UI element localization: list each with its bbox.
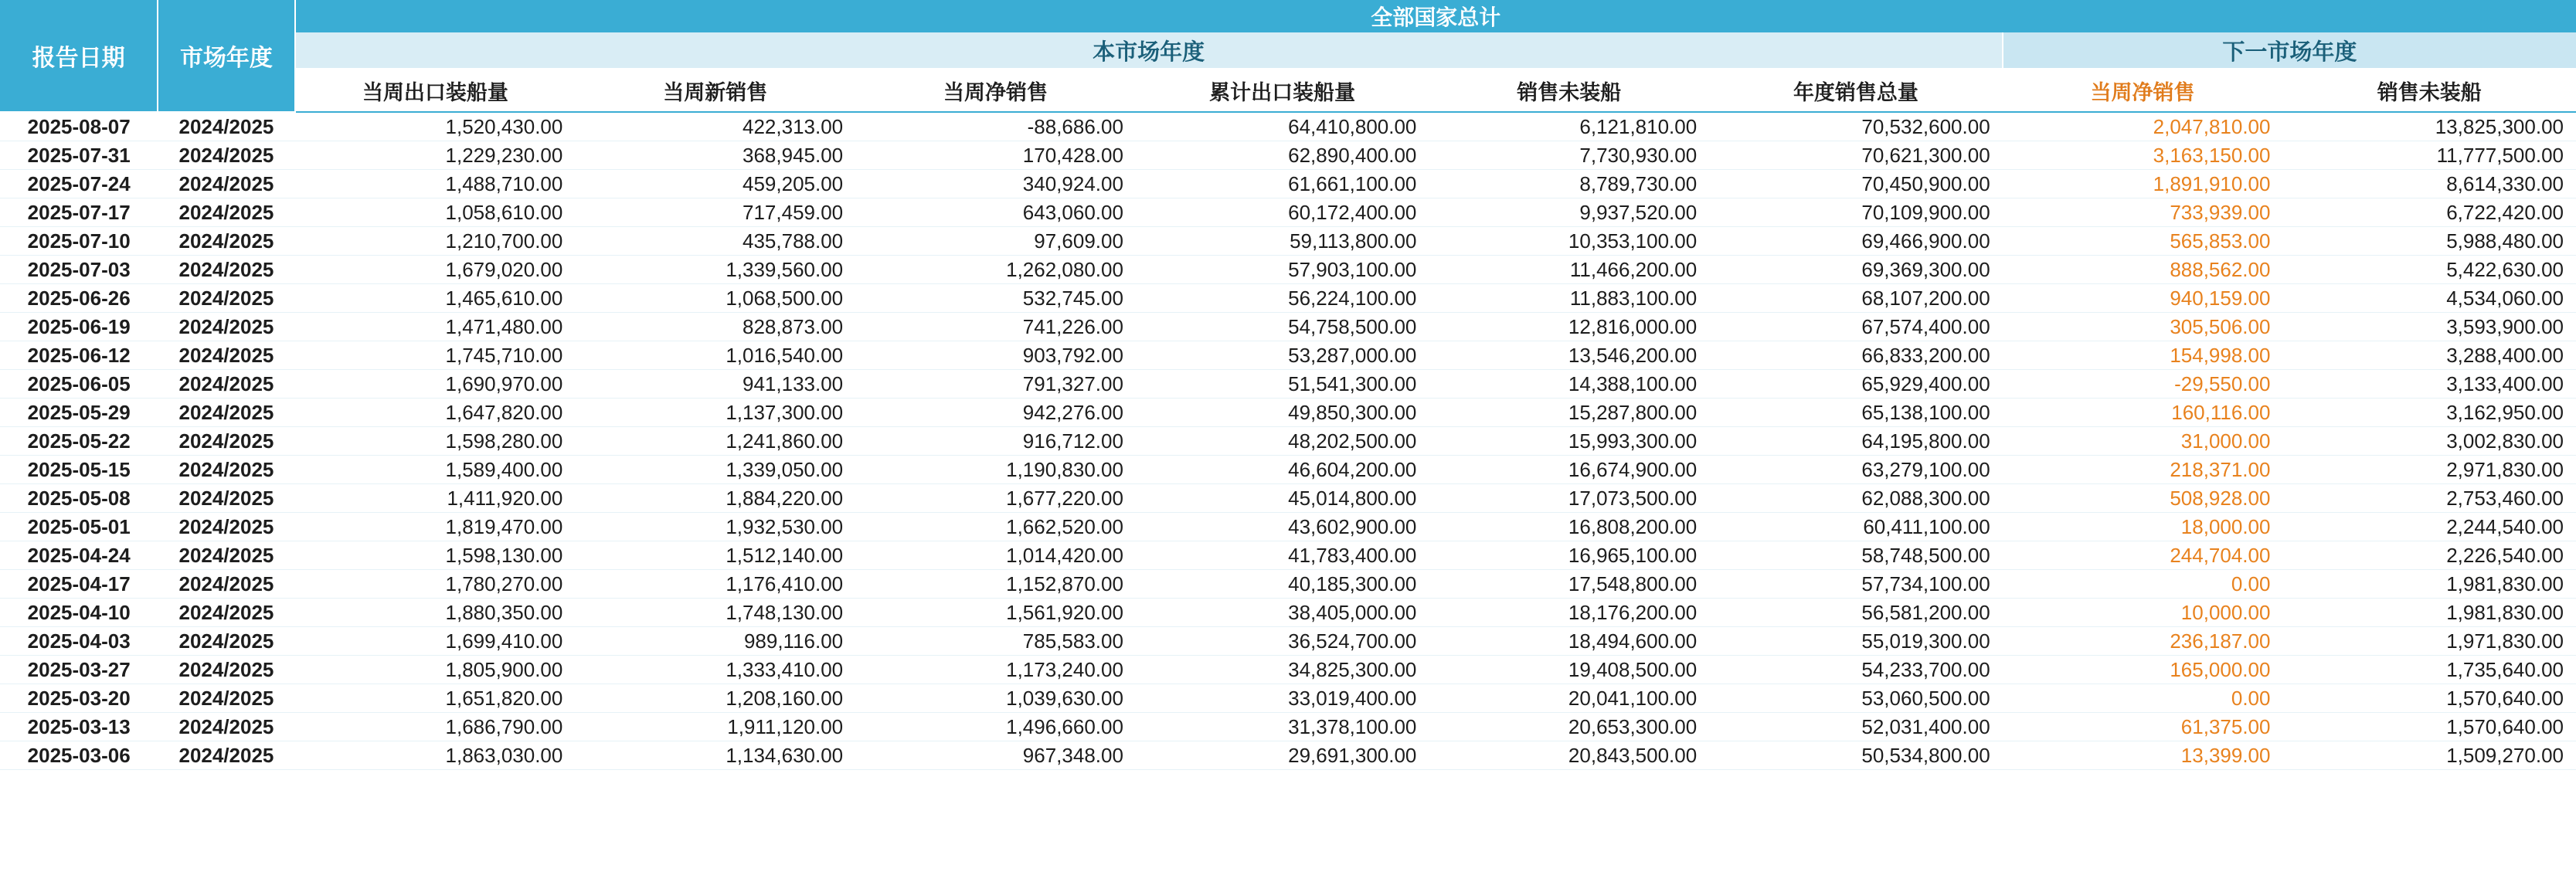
cell-next-weekly-net-sales: 0.00	[2003, 684, 2283, 713]
cell-report-date: 2025-04-17	[0, 570, 158, 599]
cell-weekly-net-sales: 1,014,420.00	[855, 541, 1136, 570]
cell-next-weekly-net-sales: 1,891,910.00	[2003, 170, 2283, 198]
table-body	[0, 112, 2576, 770]
cell-weekly-exports: 1,411,920.00	[295, 484, 576, 513]
cell-weekly-net-sales: 643,060.00	[855, 198, 1136, 227]
cell-weekly-gross-sales: 717,459.00	[575, 198, 855, 227]
cell-total-commitment: 70,109,900.00	[1709, 198, 2002, 227]
cell-report-date: 2025-03-20	[0, 684, 158, 713]
cell-accumulated-exports: 48,202,500.00	[1136, 427, 1429, 456]
cell-weekly-net-sales: 1,190,830.00	[855, 456, 1136, 484]
table-row	[0, 427, 2576, 456]
cell-market-year: 2024/2025	[158, 313, 294, 341]
cell-weekly-exports: 1,880,350.00	[295, 599, 576, 627]
cell-weekly-gross-sales: 1,884,220.00	[575, 484, 855, 513]
cell-market-year: 2024/2025	[158, 599, 294, 627]
cell-outstanding-sales: 20,041,100.00	[1429, 684, 1709, 713]
cell-next-weekly-net-sales: 565,853.00	[2003, 227, 2283, 256]
cell-next-outstanding-sales: 2,226,540.00	[2282, 541, 2576, 570]
cell-outstanding-sales: 15,287,800.00	[1429, 399, 1709, 427]
cell-report-date: 2025-06-05	[0, 370, 158, 399]
cell-market-year: 2024/2025	[158, 341, 294, 370]
cell-next-outstanding-sales: 5,988,480.00	[2282, 227, 2576, 256]
cell-total-commitment: 66,833,200.00	[1709, 341, 2002, 370]
cell-total-commitment: 68,107,200.00	[1709, 284, 2002, 313]
cell-weekly-exports: 1,679,020.00	[295, 256, 576, 284]
cell-weekly-exports: 1,598,280.00	[295, 427, 576, 456]
table-row	[0, 141, 2576, 170]
cell-weekly-net-sales: 170,428.00	[855, 141, 1136, 170]
cell-weekly-exports: 1,805,900.00	[295, 656, 576, 684]
cell-weekly-net-sales: 1,662,520.00	[855, 513, 1136, 541]
group-row	[0, 32, 2576, 69]
cell-weekly-exports: 1,589,400.00	[295, 456, 576, 484]
cell-weekly-gross-sales: 941,133.00	[575, 370, 855, 399]
table-row	[0, 656, 2576, 684]
table-header	[0, 0, 2576, 112]
cell-market-year: 2024/2025	[158, 198, 294, 227]
cell-next-weekly-net-sales: 31,000.00	[2003, 427, 2283, 456]
cell-weekly-exports: 1,520,430.00	[295, 112, 576, 141]
col-weekly-net-sales: 当周净销售	[855, 69, 1136, 112]
cell-accumulated-exports: 62,890,400.00	[1136, 141, 1429, 170]
table-row	[0, 513, 2576, 541]
cell-weekly-net-sales: 942,276.00	[855, 399, 1136, 427]
cell-outstanding-sales: 12,816,000.00	[1429, 313, 1709, 341]
cell-total-commitment: 62,088,300.00	[1709, 484, 2002, 513]
cell-next-outstanding-sales: 2,971,830.00	[2282, 456, 2576, 484]
cell-weekly-gross-sales: 1,748,130.00	[575, 599, 855, 627]
cell-weekly-net-sales: 1,677,220.00	[855, 484, 1136, 513]
cell-accumulated-exports: 43,602,900.00	[1136, 513, 1429, 541]
cell-report-date: 2025-04-10	[0, 599, 158, 627]
cell-total-commitment: 63,279,100.00	[1709, 456, 2002, 484]
table-row	[0, 170, 2576, 198]
cell-total-commitment: 50,534,800.00	[1709, 741, 2002, 770]
cell-market-year: 2024/2025	[158, 484, 294, 513]
cell-next-weekly-net-sales: 733,939.00	[2003, 198, 2283, 227]
col-weekly-exports: 当周出口装船量	[295, 69, 576, 112]
cell-accumulated-exports: 64,410,800.00	[1136, 112, 1429, 141]
cell-weekly-exports: 1,651,820.00	[295, 684, 576, 713]
cell-market-year: 2024/2025	[158, 570, 294, 599]
cell-total-commitment: 69,369,300.00	[1709, 256, 2002, 284]
cell-accumulated-exports: 46,604,200.00	[1136, 456, 1429, 484]
cell-market-year: 2024/2025	[158, 541, 294, 570]
cell-market-year: 2024/2025	[158, 399, 294, 427]
cell-report-date: 2025-06-12	[0, 341, 158, 370]
cell-accumulated-exports: 59,113,800.00	[1136, 227, 1429, 256]
cell-market-year: 2024/2025	[158, 741, 294, 770]
cell-weekly-gross-sales: 1,512,140.00	[575, 541, 855, 570]
cell-accumulated-exports: 36,524,700.00	[1136, 627, 1429, 656]
table-row	[0, 713, 2576, 741]
cell-weekly-exports: 1,780,270.00	[295, 570, 576, 599]
cell-next-outstanding-sales: 1,981,830.00	[2282, 599, 2576, 627]
cell-accumulated-exports: 34,825,300.00	[1136, 656, 1429, 684]
cell-outstanding-sales: 17,073,500.00	[1429, 484, 1709, 513]
cell-next-outstanding-sales: 8,614,330.00	[2282, 170, 2576, 198]
cell-accumulated-exports: 31,378,100.00	[1136, 713, 1429, 741]
table-row	[0, 198, 2576, 227]
cell-next-outstanding-sales: 3,133,400.00	[2282, 370, 2576, 399]
cell-weekly-net-sales: 791,327.00	[855, 370, 1136, 399]
cell-accumulated-exports: 38,405,000.00	[1136, 599, 1429, 627]
cell-weekly-exports: 1,745,710.00	[295, 341, 576, 370]
cell-outstanding-sales: 16,808,200.00	[1429, 513, 1709, 541]
cell-next-weekly-net-sales: 244,704.00	[2003, 541, 2283, 570]
table-row	[0, 256, 2576, 284]
cell-outstanding-sales: 6,121,810.00	[1429, 112, 1709, 141]
cell-next-weekly-net-sales: 3,163,150.00	[2003, 141, 2283, 170]
table-row	[0, 484, 2576, 513]
cell-next-outstanding-sales: 1,570,640.00	[2282, 684, 2576, 713]
cell-weekly-exports: 1,647,820.00	[295, 399, 576, 427]
cell-report-date: 2025-05-22	[0, 427, 158, 456]
cell-market-year: 2024/2025	[158, 456, 294, 484]
cell-market-year: 2024/2025	[158, 112, 294, 141]
subheader-row	[0, 69, 2576, 112]
cell-next-weekly-net-sales: 13,399.00	[2003, 741, 2283, 770]
cell-market-year: 2024/2025	[158, 656, 294, 684]
table-row	[0, 541, 2576, 570]
cell-report-date: 2025-05-01	[0, 513, 158, 541]
cell-weekly-gross-sales: 1,911,120.00	[575, 713, 855, 741]
cell-accumulated-exports: 33,019,400.00	[1136, 684, 1429, 713]
cell-next-weekly-net-sales: 940,159.00	[2003, 284, 2283, 313]
cell-weekly-exports: 1,488,710.00	[295, 170, 576, 198]
cell-weekly-gross-sales: 1,932,530.00	[575, 513, 855, 541]
table-row	[0, 370, 2576, 399]
cell-market-year: 2024/2025	[158, 370, 294, 399]
col-next-weekly-net-sales: 当周净销售	[2003, 69, 2283, 112]
cell-weekly-exports: 1,819,470.00	[295, 513, 576, 541]
group-next-market-year: 下一市场年度	[2003, 32, 2576, 69]
cell-total-commitment: 70,532,600.00	[1709, 112, 2002, 141]
cell-next-outstanding-sales: 1,971,830.00	[2282, 627, 2576, 656]
table-row	[0, 399, 2576, 427]
cell-accumulated-exports: 41,783,400.00	[1136, 541, 1429, 570]
cell-report-date: 2025-07-24	[0, 170, 158, 198]
table-row	[0, 599, 2576, 627]
col-accumulated-exports: 累计出口装船量	[1136, 69, 1429, 112]
cell-report-date: 2025-07-17	[0, 198, 158, 227]
cell-next-weekly-net-sales: 218,371.00	[2003, 456, 2283, 484]
cell-weekly-gross-sales: 1,176,410.00	[575, 570, 855, 599]
cell-total-commitment: 56,581,200.00	[1709, 599, 2002, 627]
cell-accumulated-exports: 61,661,100.00	[1136, 170, 1429, 198]
cell-report-date: 2025-04-24	[0, 541, 158, 570]
cell-outstanding-sales: 20,653,300.00	[1429, 713, 1709, 741]
cell-accumulated-exports: 45,014,800.00	[1136, 484, 1429, 513]
cell-next-outstanding-sales: 1,509,270.00	[2282, 741, 2576, 770]
cell-next-weekly-net-sales: 160,116.00	[2003, 399, 2283, 427]
cell-outstanding-sales: 10,353,100.00	[1429, 227, 1709, 256]
cell-weekly-net-sales: 967,348.00	[855, 741, 1136, 770]
cell-accumulated-exports: 29,691,300.00	[1136, 741, 1429, 770]
cell-market-year: 2024/2025	[158, 684, 294, 713]
cell-weekly-net-sales: 741,226.00	[855, 313, 1136, 341]
cell-weekly-net-sales: 1,561,920.00	[855, 599, 1136, 627]
cell-weekly-gross-sales: 1,333,410.00	[575, 656, 855, 684]
cell-next-weekly-net-sales: 18,000.00	[2003, 513, 2283, 541]
cell-weekly-exports: 1,229,230.00	[295, 141, 576, 170]
cell-next-weekly-net-sales: -29,550.00	[2003, 370, 2283, 399]
cell-report-date: 2025-03-06	[0, 741, 158, 770]
cell-next-weekly-net-sales: 165,000.00	[2003, 656, 2283, 684]
cell-next-weekly-net-sales: 0.00	[2003, 570, 2283, 599]
table-row	[0, 684, 2576, 713]
cell-weekly-net-sales: 1,173,240.00	[855, 656, 1136, 684]
cell-market-year: 2024/2025	[158, 227, 294, 256]
cell-weekly-exports: 1,690,970.00	[295, 370, 576, 399]
col-outstanding-sales: 销售未装船	[1429, 69, 1709, 112]
cell-next-outstanding-sales: 2,753,460.00	[2282, 484, 2576, 513]
cell-weekly-net-sales: 1,496,660.00	[855, 713, 1136, 741]
cell-outstanding-sales: 9,937,520.00	[1429, 198, 1709, 227]
cell-next-weekly-net-sales: 10,000.00	[2003, 599, 2283, 627]
cell-next-outstanding-sales: 6,722,420.00	[2282, 198, 2576, 227]
cell-weekly-exports: 1,699,410.00	[295, 627, 576, 656]
cell-weekly-gross-sales: 1,208,160.00	[575, 684, 855, 713]
cell-outstanding-sales: 20,843,500.00	[1429, 741, 1709, 770]
cell-next-outstanding-sales: 4,534,060.00	[2282, 284, 2576, 313]
cell-report-date: 2025-06-26	[0, 284, 158, 313]
cell-report-date: 2025-05-08	[0, 484, 158, 513]
cell-weekly-gross-sales: 1,241,860.00	[575, 427, 855, 456]
cell-accumulated-exports: 49,850,300.00	[1136, 399, 1429, 427]
cell-report-date: 2025-07-31	[0, 141, 158, 170]
cell-weekly-net-sales: 97,609.00	[855, 227, 1136, 256]
cell-weekly-gross-sales: 1,016,540.00	[575, 341, 855, 370]
cell-total-commitment: 70,621,300.00	[1709, 141, 2002, 170]
table-row	[0, 313, 2576, 341]
cell-accumulated-exports: 56,224,100.00	[1136, 284, 1429, 313]
cell-accumulated-exports: 54,758,500.00	[1136, 313, 1429, 341]
table-row	[0, 741, 2576, 770]
cell-weekly-net-sales: -88,686.00	[855, 112, 1136, 141]
cell-market-year: 2024/2025	[158, 627, 294, 656]
cell-next-weekly-net-sales: 508,928.00	[2003, 484, 2283, 513]
cell-next-outstanding-sales: 1,570,640.00	[2282, 713, 2576, 741]
header-report-date: 报告日期	[0, 0, 158, 112]
cell-weekly-exports: 1,471,480.00	[295, 313, 576, 341]
col-total-commitment: 年度销售总量	[1709, 69, 2002, 112]
cell-weekly-net-sales: 903,792.00	[855, 341, 1136, 370]
cell-total-commitment: 52,031,400.00	[1709, 713, 2002, 741]
cell-total-commitment: 58,748,500.00	[1709, 541, 2002, 570]
col-weekly-gross-sales: 当周新销售	[575, 69, 855, 112]
cell-next-outstanding-sales: 1,735,640.00	[2282, 656, 2576, 684]
cell-next-weekly-net-sales: 888,562.00	[2003, 256, 2283, 284]
cell-outstanding-sales: 7,730,930.00	[1429, 141, 1709, 170]
cell-report-date: 2025-03-13	[0, 713, 158, 741]
cell-market-year: 2024/2025	[158, 713, 294, 741]
col-next-outstanding-sales: 销售未装船	[2282, 69, 2576, 112]
cell-weekly-net-sales: 340,924.00	[855, 170, 1136, 198]
cell-total-commitment: 57,734,100.00	[1709, 570, 2002, 599]
cell-weekly-gross-sales: 1,068,500.00	[575, 284, 855, 313]
cell-market-year: 2024/2025	[158, 284, 294, 313]
cell-outstanding-sales: 16,674,900.00	[1429, 456, 1709, 484]
cell-total-commitment: 69,466,900.00	[1709, 227, 2002, 256]
cell-next-weekly-net-sales: 61,375.00	[2003, 713, 2283, 741]
cell-outstanding-sales: 14,388,100.00	[1429, 370, 1709, 399]
table-row	[0, 227, 2576, 256]
cell-outstanding-sales: 18,176,200.00	[1429, 599, 1709, 627]
cell-total-commitment: 70,450,900.00	[1709, 170, 2002, 198]
cell-total-commitment: 53,060,500.00	[1709, 684, 2002, 713]
cell-accumulated-exports: 57,903,100.00	[1136, 256, 1429, 284]
cell-total-commitment: 60,411,100.00	[1709, 513, 2002, 541]
cell-weekly-gross-sales: 828,873.00	[575, 313, 855, 341]
cell-weekly-gross-sales: 422,313.00	[575, 112, 855, 141]
cell-weekly-net-sales: 1,039,630.00	[855, 684, 1136, 713]
cell-market-year: 2024/2025	[158, 513, 294, 541]
page-title: 全部国家总计	[295, 0, 2576, 32]
cell-weekly-gross-sales: 368,945.00	[575, 141, 855, 170]
cell-report-date: 2025-05-29	[0, 399, 158, 427]
cell-weekly-gross-sales: 435,788.00	[575, 227, 855, 256]
cell-weekly-net-sales: 785,583.00	[855, 627, 1136, 656]
cell-next-outstanding-sales: 3,593,900.00	[2282, 313, 2576, 341]
cell-next-weekly-net-sales: 236,187.00	[2003, 627, 2283, 656]
table-row	[0, 570, 2576, 599]
cell-outstanding-sales: 17,548,800.00	[1429, 570, 1709, 599]
cell-market-year: 2024/2025	[158, 427, 294, 456]
table-row	[0, 284, 2576, 313]
cell-weekly-net-sales: 1,152,870.00	[855, 570, 1136, 599]
cell-total-commitment: 55,019,300.00	[1709, 627, 2002, 656]
cell-weekly-exports: 1,058,610.00	[295, 198, 576, 227]
cell-total-commitment: 65,138,100.00	[1709, 399, 2002, 427]
table-row	[0, 627, 2576, 656]
cell-report-date: 2025-08-07	[0, 112, 158, 141]
title-row	[0, 0, 2576, 32]
cell-outstanding-sales: 11,883,100.00	[1429, 284, 1709, 313]
header-market-year: 市场年度	[158, 0, 294, 112]
cell-next-weekly-net-sales: 305,506.00	[2003, 313, 2283, 341]
cell-total-commitment: 64,195,800.00	[1709, 427, 2002, 456]
cell-next-weekly-net-sales: 2,047,810.00	[2003, 112, 2283, 141]
cell-weekly-gross-sales: 1,134,630.00	[575, 741, 855, 770]
cell-next-outstanding-sales: 3,288,400.00	[2282, 341, 2576, 370]
cell-market-year: 2024/2025	[158, 170, 294, 198]
cell-accumulated-exports: 60,172,400.00	[1136, 198, 1429, 227]
cell-next-outstanding-sales: 5,422,630.00	[2282, 256, 2576, 284]
cell-weekly-gross-sales: 459,205.00	[575, 170, 855, 198]
cell-accumulated-exports: 51,541,300.00	[1136, 370, 1429, 399]
table-row	[0, 341, 2576, 370]
cell-weekly-exports: 1,465,610.00	[295, 284, 576, 313]
cell-total-commitment: 54,233,700.00	[1709, 656, 2002, 684]
cell-outstanding-sales: 8,789,730.00	[1429, 170, 1709, 198]
cell-next-outstanding-sales: 3,002,830.00	[2282, 427, 2576, 456]
cell-outstanding-sales: 15,993,300.00	[1429, 427, 1709, 456]
cell-report-date: 2025-07-10	[0, 227, 158, 256]
cell-outstanding-sales: 19,408,500.00	[1429, 656, 1709, 684]
cell-weekly-exports: 1,598,130.00	[295, 541, 576, 570]
cell-accumulated-exports: 40,185,300.00	[1136, 570, 1429, 599]
cell-report-date: 2025-07-03	[0, 256, 158, 284]
cell-weekly-exports: 1,210,700.00	[295, 227, 576, 256]
cell-weekly-net-sales: 532,745.00	[855, 284, 1136, 313]
cell-accumulated-exports: 53,287,000.00	[1136, 341, 1429, 370]
cell-next-outstanding-sales: 11,777,500.00	[2282, 141, 2576, 170]
table-row	[0, 456, 2576, 484]
cell-next-weekly-net-sales: 154,998.00	[2003, 341, 2283, 370]
group-current-market-year: 本市场年度	[295, 32, 2003, 69]
cell-total-commitment: 65,929,400.00	[1709, 370, 2002, 399]
cell-outstanding-sales: 13,546,200.00	[1429, 341, 1709, 370]
cell-report-date: 2025-03-27	[0, 656, 158, 684]
cell-weekly-gross-sales: 1,339,050.00	[575, 456, 855, 484]
cell-outstanding-sales: 16,965,100.00	[1429, 541, 1709, 570]
cell-weekly-gross-sales: 1,339,560.00	[575, 256, 855, 284]
table-row	[0, 112, 2576, 141]
cell-weekly-exports: 1,863,030.00	[295, 741, 576, 770]
cell-market-year: 2024/2025	[158, 141, 294, 170]
cell-next-outstanding-sales: 1,981,830.00	[2282, 570, 2576, 599]
cell-weekly-gross-sales: 1,137,300.00	[575, 399, 855, 427]
cell-total-commitment: 67,574,400.00	[1709, 313, 2002, 341]
cell-weekly-net-sales: 916,712.00	[855, 427, 1136, 456]
cell-outstanding-sales: 11,466,200.00	[1429, 256, 1709, 284]
cell-report-date: 2025-06-19	[0, 313, 158, 341]
cell-weekly-net-sales: 1,262,080.00	[855, 256, 1136, 284]
cell-next-outstanding-sales: 13,825,300.00	[2282, 112, 2576, 141]
cell-outstanding-sales: 18,494,600.00	[1429, 627, 1709, 656]
cell-next-outstanding-sales: 3,162,950.00	[2282, 399, 2576, 427]
cell-report-date: 2025-04-03	[0, 627, 158, 656]
cell-weekly-exports: 1,686,790.00	[295, 713, 576, 741]
cell-report-date: 2025-05-15	[0, 456, 158, 484]
cell-next-outstanding-sales: 2,244,540.00	[2282, 513, 2576, 541]
cell-market-year: 2024/2025	[158, 256, 294, 284]
cell-weekly-gross-sales: 989,116.00	[575, 627, 855, 656]
